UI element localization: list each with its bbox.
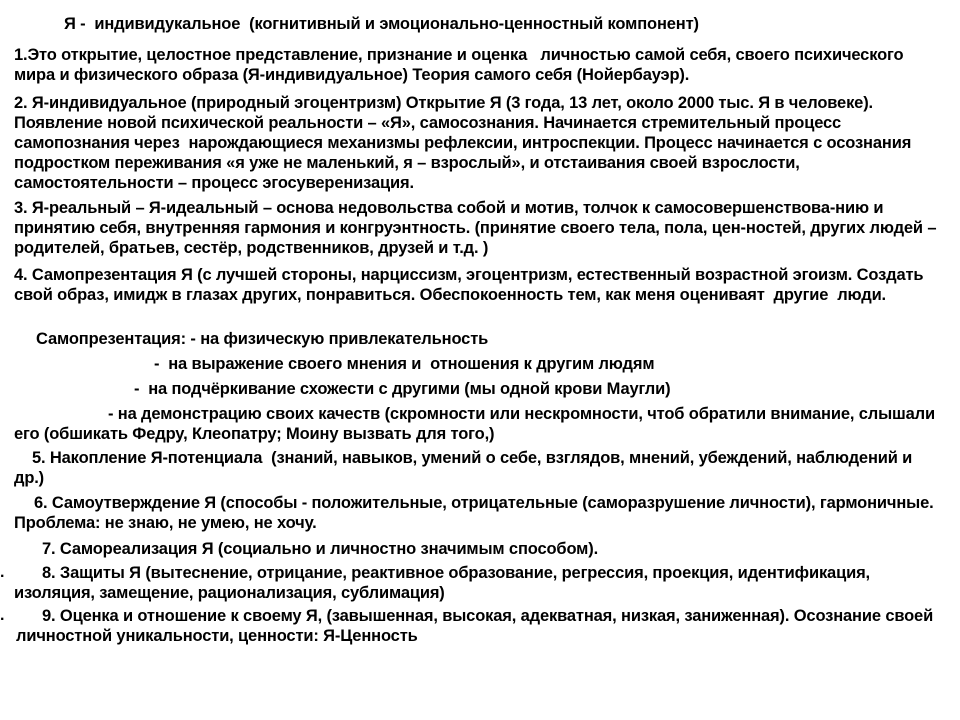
- self-presentation-item-c: - на демонстрацию своих качеств (скромности или нескромности, чтоб обратили внимание, слышали его (обшикать Федру, Клеопатру; Моину вызвать для того,): [14, 405, 940, 443]
- bullet-dot: .: [0, 564, 5, 581]
- paragraph-6: 6. Самоутверждение Я (способы - положительные, отрицательные (саморазрушение личности), гармоничные. Проблема: не знаю, не умею, не хочу.: [14, 494, 938, 532]
- self-presentation-item-a: - на выражение своего мнения и отношения к другим людям: [154, 355, 655, 373]
- paragraph-5: 5. Накопление Я-потенциала (знаний, навыков, умений о себе, взглядов, мнений, убеждений, наблюдений и др.): [14, 449, 917, 487]
- paragraph-3: 3. Я-реальный – Я-идеальный – основа недовольства собой и мотив, толчок к самосовершенствова-нию и принятию себя, внутренняя гармония и конгруэнтность. (принятие своего тела, пола, цен-ностей, других людей – родителей, братьев, сестёр, родственников, друзей и т.д. ): [14, 199, 941, 257]
- self-presentation-intro: Самопрезентация: - на физическую привлекательность: [36, 330, 489, 348]
- paragraph-8: 8. Защиты Я (вытеснение, отрицание, реактивное образование, регрессия, проекция, идентификация, изоляция, замещение, рационализация, сублимация): [14, 564, 875, 602]
- slide-heading: Я - индивидукальное (когнитивный и эмоционально-ценностный компонент): [64, 15, 699, 33]
- paragraph-9: 9. Оценка и отношение к своему Я, (завышенная, высокая, адекватная, низкая, заниженная). Осознание своей личностной уникальности, ценности: Я-Ценность: [16, 607, 938, 645]
- self-presentation-item-b: - на подчёркивание схожести с другими (мы одной крови Маугли): [134, 380, 671, 398]
- paragraph-1: 1.Это открытие, целостное представление, признание и оценка личностью самой себя, своего психического мира и физического образа (Я-индивидуальное) Теория самого себя (Нойербауэр).: [14, 46, 908, 84]
- paragraph-4: 4. Самопрезентация Я (с лучшей стороны, нарциссизм, эгоцентризм, естественный возрастной эгоизм. Создать свой образ, имидж в глазах других, понравиться. Обеспокоенность тем, как меня оцениваят другие люди.: [14, 266, 928, 304]
- bullet-dot: .: [0, 607, 5, 624]
- paragraph-2: 2. Я-индивидуальное (природный эгоцентризм) Открытие Я (3 года, 13 лет, около 2000 тыс. Я в человеке). Появление новой психической реальности – «Я», самосознания. Начинается стремительный процесс самопознания через нарождающиеся механизмы рефлексии, интроспекции. Процесс начинается с осознания подростком переживания «я уже не маленький, я – взрослый», и отстаивания своей взрослости, самостоятельности – процесс эгосуверенизация.: [14, 94, 916, 192]
- paragraph-7: 7. Самореализация Я (социально и личностно значимым способом).: [42, 540, 599, 558]
